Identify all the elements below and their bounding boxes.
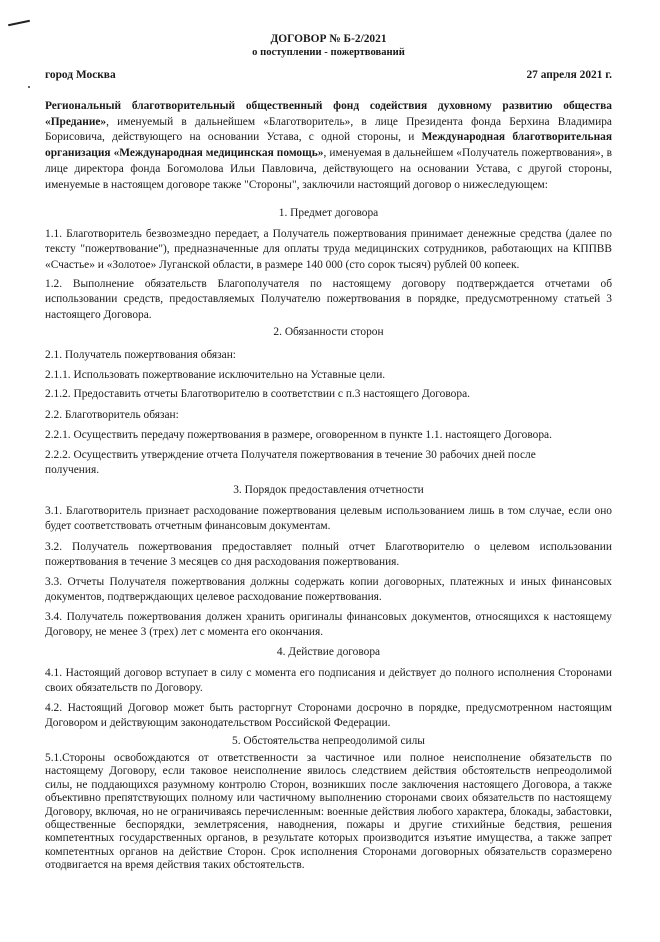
document-title: ДОГОВОР № Б-2/2021: [270, 33, 387, 45]
section-heading-2: 2. Обязанности сторон: [273, 326, 384, 338]
section-heading-5: 5. Обстоятельства непреодолимой силы: [232, 735, 425, 747]
preamble: [45, 99, 612, 193]
preamble-recipient: Международная благотворительная организация «Международная медицинская помощь»: [45, 131, 613, 160]
clause-1-1: 1.1. Благотворитель безвозмездно передает, а Получатель пожертвования принимает денежные средства (далее по тексту "пожертвование"), предназначенные для оплаты труда медицинских сотрудников, работающих на КППВВ «Счастье» и «Золотое» Луганской области, в размере 140 000 (сто сорок тысяч) рублей 00 копеек.: [45, 228, 612, 271]
clause-3-1: 3.1. Благотворитель признает расходование пожертвования целевым использованием лишь в том случае, если оно будет соответствовать отчетным финансовым документам.: [45, 505, 612, 533]
city: город Москва: [45, 69, 116, 81]
section-heading-3: 3. Порядок предоставления отчетности: [233, 484, 424, 496]
document-subtitle: о поступлении - пожертвований: [252, 47, 405, 58]
clause-2-2-2: 2.2.2. Осуществить утверждение отчета Получателя пожертвования в течение 30 рабочих дней после получения.: [45, 449, 536, 477]
clause-1-2: 1.2. Выполнение обязательств Благополучателя по настоящему договору подтверждается отчетами об использовании средств, предоставляемых Получателю пожертвования в порядке, предусмотренному статьей 3 настоящего Договора.: [45, 278, 612, 321]
clause-3-4: 3.4. Получатель пожертвования должен хранить оригиналы финансовых документов, относящихся к настоящему Договору, не менее 3 (трех) лет с момента его окончания.: [45, 611, 612, 639]
clause-3-2: 3.2. Получатель пожертвования предоставляет полный отчет Благотворителю о целевом использовании пожертвования в течение 3 месяцев со дня расходования пожертвования.: [45, 541, 612, 569]
clause-4-1: 4.1. Настоящий договор вступает в силу с момента его подписания и действует до полного исполнения Сторонами своих обязательств по Договору.: [45, 667, 612, 695]
clause-2-1: 2.1. Получатель пожертвования обязан:: [45, 349, 236, 361]
clause-2-2: 2.2. Благотворитель обязан:: [45, 409, 179, 421]
clause-2-1-1: 2.1.1. Использовать пожертвование исключительно на Уставные цели.: [45, 369, 386, 381]
date: 27 апреля 2021 г.: [526, 69, 612, 81]
scan-speck: [28, 86, 30, 88]
pen-mark: [8, 20, 30, 27]
preamble-text: , именуемый в дальнейшем «Благотворитель», в лице Президента фонда Берхина Владимира Борисовича, действующего на основании Устава, с одной стороны, и: [45, 115, 612, 144]
clause-4-2: 4.2. Настоящий Договор может быть расторгнут Сторонами досрочно в порядке, предусмотренном настоящим Договором и действующим законодательством Российской Федерации.: [45, 702, 612, 730]
preamble-donor: Региональный благотворительный общественный фонд содействия духовному развитию общества «Предание»: [45, 100, 612, 128]
clause-2-2-1: 2.2.1. Осуществить передачу пожертвования в размере, оговоренном в пункте 1.1. настоящего Договора.: [45, 429, 552, 441]
section-heading-4: 4. Действие договора: [276, 646, 381, 658]
preamble-text: , именуемая в дальнейшем «Получатель пожертвования», в лице директора фонда Богомолова Ильи Павловича, действующего на основании Устава, с другой стороны, именуемые в настоящем договоре также "Стороны", заключили настоящий договор о нижеследующем:: [45, 147, 612, 191]
clause-5-1: 5.1.Стороны освобождаются от ответственности за частичное или полное неисполнение обязательств по настоящему Договору, если таковое неисполнение явилось следствием действия обстоятельств непреодолимой силы, не поддающихся разумному контролю Сторон, возникших после заключения настоящего Договора, а также объективно препятствующих полному или частичному выполнению сторонами своих обязательств по настоящему Договору, включая, но не ограничиваясь перечисленным: военные действия любого характера, блокады, забастовки, общественные беспорядки, землетрясения, наводнения, пожары и другие стихийные бедствия, решения компетентных государственных органов, в результате которых производится изъятие имущества, а также запрет компетентных органов на действие Сторон. Срок исполнения Сторонами договорных обязательств соразмерено отодвигается на время действия таких обстоятельств.: [45, 752, 612, 872]
clause-2-1-2: 2.1.2. Предоставить отчеты Благотворителю в соответствии с п.3 настоящего Договора.: [45, 388, 470, 400]
section-heading-1: 1. Предмет договора: [278, 207, 379, 219]
clause-3-3: 3.3. Отчеты Получателя пожертвования должны содержать копии договорных, платежных и иных финансовых документов, подтверждающих целевое расходование пожертвования.: [45, 576, 612, 604]
